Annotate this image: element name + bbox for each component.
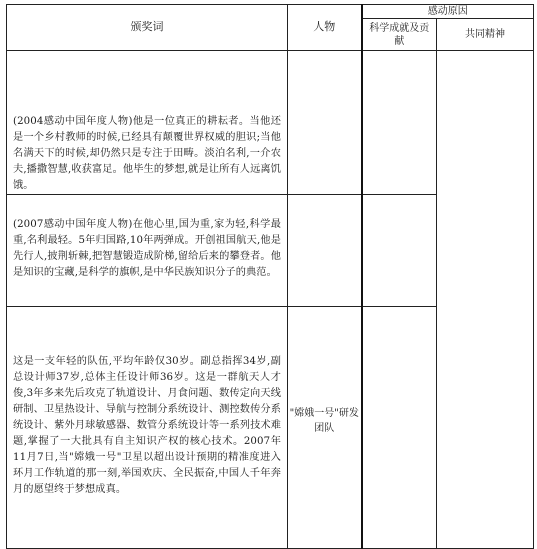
header-reason: 感动原因 bbox=[362, 5, 534, 19]
person-cell bbox=[288, 195, 362, 307]
header-spirit: 共同精神 bbox=[437, 19, 534, 51]
achievement-cell bbox=[362, 307, 437, 549]
award-table bbox=[6, 4, 534, 549]
table-row bbox=[7, 51, 534, 195]
speech-cell: (2007感动中国年度人物)在他心里,国为重,家为轻,科学最重,名利最轻。5年归国路,10年两弹成。开创祖国航天,他是先行人,披荆斩棘,把智慧锻造成阶梯,留给后来的攀登者。他是知识的宝藏,是科学的旗帜,是中华民族知识分子的典范。 bbox=[7, 195, 288, 307]
person-cell: "嫦娥一号"研发团队 bbox=[288, 307, 362, 549]
speech-cell: 这是一支年轻的队伍,平均年龄仅30岁。副总指挥34岁,副总设计师37岁,总体主任设计师36岁。这是一群航天人才俊,3年多来先后攻克了轨道设计、月食问题、数传定向天线研制、卫星热设计、导航与控制分系统设计、测控数传分系统设计、紫外月球敏感器、数管分系统设计等一系列技术难题,掌握了一大批具有自主知识产权的核心技术。2007年11月7日,当"嫦娥一号"卫星以超出设计预期的精准度进入环月工作轨道的那一刻,举国欢庆、全民振奋,中国人千年奔月的愿望终于梦想成真。 bbox=[7, 307, 288, 549]
header-speech: 颁奖词 bbox=[7, 5, 288, 51]
header-achievement: 科学成就及贡献 bbox=[362, 19, 437, 51]
header-person: 人物 bbox=[288, 5, 362, 51]
achievement-cell bbox=[362, 195, 437, 307]
person-cell bbox=[288, 51, 362, 195]
spirit-cell bbox=[437, 51, 534, 549]
speech-cell: (2004感动中国年度人物)他是一位真正的耕耘者。当他还是一个乡村教师的时候,已经具有颠覆世界权威的胆识;当他名满天下的时候,却仍然只是专注于田畴。淡泊名利,一介农夫,播撒智慧,收获富足。他毕生的梦想,就是让所有人远离饥饿。 bbox=[7, 51, 288, 195]
achievement-cell bbox=[362, 51, 437, 195]
